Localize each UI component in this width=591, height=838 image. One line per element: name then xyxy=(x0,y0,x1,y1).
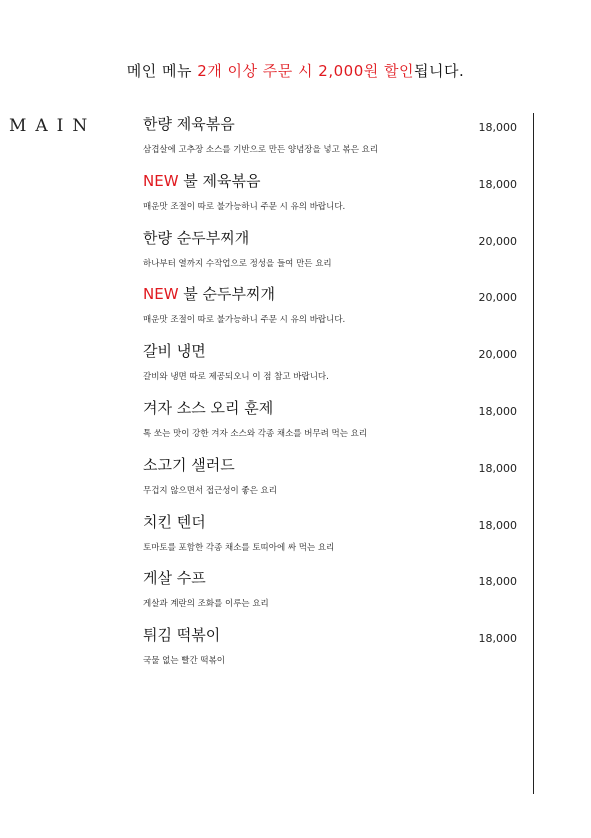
menu-item-name xyxy=(143,170,261,191)
menu-item-description: 매운맛 조절이 따로 불가능하니 주문 시 유의 바랍니다. xyxy=(143,201,346,212)
dish-name: 게살 수프 xyxy=(143,569,206,588)
dish-name: 갈비 냉면 xyxy=(143,342,206,361)
dish-name: 한량 순두부찌개 xyxy=(143,228,250,247)
menu-item-price: 18,000 xyxy=(478,461,517,475)
menu-item-description: 갈비와 냉면 따로 제공되오니 이 점 참고 바랍니다. xyxy=(143,372,329,383)
menu-item-price: 18,000 xyxy=(478,575,517,589)
menu-item-name xyxy=(143,511,206,532)
new-badge: NEW xyxy=(143,285,179,304)
menu-item-price: 20,000 xyxy=(478,291,517,305)
menu-item-description: 톡 쏘는 맛이 강한 겨자 소스와 각종 채소를 버무려 먹는 요리 xyxy=(143,428,368,439)
discount-banner xyxy=(0,60,591,81)
menu-item-description: 국물 없는 빨간 떡볶이 xyxy=(143,656,226,667)
dish-name: 튀김 떡볶이 xyxy=(143,626,221,645)
dish-name: 치킨 텐더 xyxy=(143,512,206,531)
dish-name: 겨자 소스 오리 훈제 xyxy=(143,398,274,417)
menu-item-name xyxy=(143,567,206,588)
menu-item-name xyxy=(143,397,273,418)
banner-text-start: 메인 메뉴 xyxy=(126,62,198,80)
menu-item-description: 삼겹살에 고추장 소스를 기반으로 만든 양념장을 넣고 볶은 요리 xyxy=(143,145,379,155)
dish-name: 소고기 샐러드 xyxy=(143,455,235,474)
vertical-divider xyxy=(533,113,534,794)
menu-item xyxy=(143,170,519,227)
menu-item-price: 20,000 xyxy=(478,348,517,362)
menu-item xyxy=(143,340,519,397)
menu-item-price: 20,000 xyxy=(478,234,517,248)
new-badge: NEW xyxy=(143,171,179,190)
menu-item-description: 게살과 계란의 조화를 이루는 요리 xyxy=(143,599,269,610)
menu-item xyxy=(143,511,519,568)
menu-item-price: 18,000 xyxy=(478,518,517,532)
menu-item-name xyxy=(143,283,275,304)
menu-item xyxy=(143,227,519,284)
menu-list xyxy=(143,113,519,681)
dish-name: 불 제육볶음 xyxy=(178,171,261,190)
menu-item xyxy=(143,624,519,681)
menu-item-name xyxy=(143,227,249,248)
menu-item-description: 토마토를 포함한 각종 채소를 토띠아에 싸 먹는 요리 xyxy=(143,542,335,553)
menu-item xyxy=(143,113,519,170)
menu-item-price: 18,000 xyxy=(478,121,517,134)
menu-item-name xyxy=(143,340,206,361)
menu-item xyxy=(143,283,519,340)
menu-item-name xyxy=(143,624,220,645)
dish-name: 불 순두부찌개 xyxy=(178,285,276,304)
menu-item-name xyxy=(143,113,235,134)
menu-item xyxy=(143,567,519,624)
menu-item-price: 18,000 xyxy=(478,177,517,191)
menu-item xyxy=(143,397,519,454)
menu-item-name xyxy=(143,454,235,475)
menu-item xyxy=(143,454,519,511)
menu-item-description: 하나부터 열까지 수작업으로 정성을 들여 만든 요리 xyxy=(143,258,332,269)
menu-item-price: 18,000 xyxy=(478,404,517,418)
banner-highlight: 2개 이상 주문 시 2,000원 할인 xyxy=(197,62,414,80)
menu-item-description: 매운맛 조절이 따로 불가능하니 주문 시 유의 바랍니다. xyxy=(143,315,346,326)
banner-text-end: 됩니다. xyxy=(414,62,465,80)
dish-name: 한량 제육볶음 xyxy=(143,115,235,133)
section-title: MAIN xyxy=(9,116,97,136)
menu-item-description: 무겁지 않으면서 접근성이 좋은 요리 xyxy=(143,485,277,496)
menu-item-price: 18,000 xyxy=(478,632,517,646)
